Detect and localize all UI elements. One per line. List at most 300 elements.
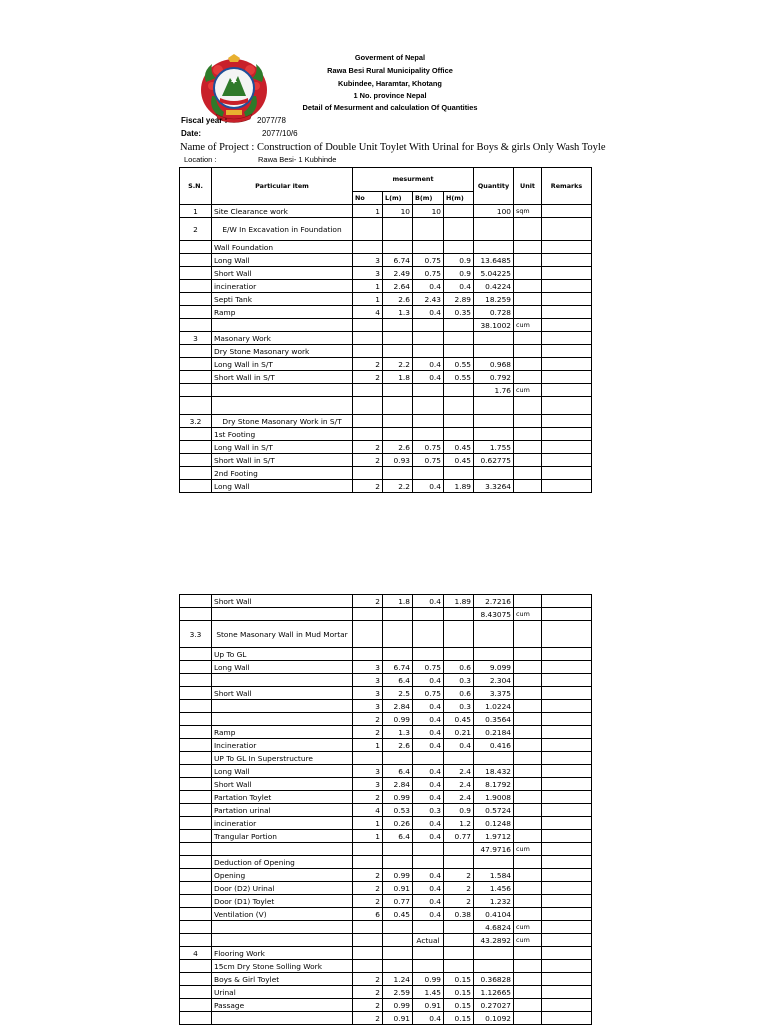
cell-sn: 3.2 [180, 415, 212, 428]
cell-quantity: 1.76 [474, 384, 514, 397]
cell-quantity: 0.27027 [474, 999, 514, 1012]
cell-breadth: 0.4 [413, 306, 444, 319]
cell-sn: 4 [180, 947, 212, 960]
table-row [180, 804, 592, 817]
cell-no: 2 [353, 882, 383, 895]
cell-height: 0.15 [444, 999, 474, 1012]
table-row [180, 830, 592, 843]
cell-length [383, 934, 413, 947]
cell-no [353, 621, 383, 648]
cell-quantity [474, 415, 514, 428]
measurement-table-page-1 [179, 167, 592, 493]
cell-length: 2.2 [383, 480, 413, 493]
cell-length: 2.84 [383, 778, 413, 791]
cell-breadth: 0.4 [413, 895, 444, 908]
cell-quantity: 8.43075 [474, 608, 514, 621]
cell-unit [514, 804, 542, 817]
cell-quantity [474, 241, 514, 254]
cell-no: 2 [353, 973, 383, 986]
cell-sn [180, 319, 212, 332]
cell-length [383, 921, 413, 934]
cell-length [383, 428, 413, 441]
cell-quantity: 2.7216 [474, 595, 514, 608]
cell-height: 2.89 [444, 293, 474, 306]
cell-particular: Long Wall [212, 480, 353, 493]
cell-remarks [542, 882, 592, 895]
cell-breadth [413, 960, 444, 973]
cell-remarks [542, 726, 592, 739]
table-row [180, 843, 592, 856]
cell-particular: Partation Toylet [212, 791, 353, 804]
cell-sn [180, 306, 212, 319]
cell-quantity: 0.4224 [474, 280, 514, 293]
cell-sn [180, 254, 212, 267]
table-row [180, 778, 592, 791]
cell-breadth: 10 [413, 205, 444, 218]
cell-particular [212, 700, 353, 713]
cell-no: 2 [353, 895, 383, 908]
cell-quantity: 0.416 [474, 739, 514, 752]
cell-height: 1.89 [444, 595, 474, 608]
cell-particular: E/W In Excavation in Foundation [212, 218, 353, 241]
cell-quantity [474, 467, 514, 480]
table-row [180, 358, 592, 371]
cell-length [383, 467, 413, 480]
cell-remarks [542, 700, 592, 713]
cell-sn [180, 467, 212, 480]
cell-remarks [542, 908, 592, 921]
cell-length: 0.26 [383, 817, 413, 830]
cell-particular [212, 934, 353, 947]
project-name-row [180, 142, 620, 153]
cell-unit [514, 467, 542, 480]
cell-remarks [542, 241, 592, 254]
header-sn: S.N. [180, 168, 212, 205]
cell-no: 2 [353, 713, 383, 726]
cell-breadth: 2.43 [413, 293, 444, 306]
cell-length [383, 218, 413, 241]
cell-unit [514, 595, 542, 608]
cell-length: 1.24 [383, 973, 413, 986]
cell-height: 2.4 [444, 778, 474, 791]
cell-particular: Incineratior [212, 739, 353, 752]
cell-particular: Door (D2) Urinal [212, 882, 353, 895]
table-row [180, 319, 592, 332]
cell-quantity: 18.432 [474, 765, 514, 778]
cell-no: 2 [353, 791, 383, 804]
cell-breadth: 0.4 [413, 739, 444, 752]
cell-length: 0.99 [383, 999, 413, 1012]
cell-particular: Passage [212, 999, 353, 1012]
cell-remarks [542, 869, 592, 882]
cell-no: 2 [353, 1012, 383, 1025]
cell-no: 2 [353, 441, 383, 454]
header-line-1: Goverment of Nepal [354, 53, 426, 62]
table-row [180, 241, 592, 254]
cell-unit [514, 687, 542, 700]
cell-length: 2.5 [383, 687, 413, 700]
table-row [180, 595, 592, 608]
cell-length: 2.6 [383, 441, 413, 454]
cell-particular: Partation urinal [212, 804, 353, 817]
cell-particular [212, 921, 353, 934]
cell-length: 0.53 [383, 804, 413, 817]
cell-unit [514, 973, 542, 986]
cell-no [353, 856, 383, 869]
cell-length [383, 621, 413, 648]
cell-unit: cum [514, 843, 542, 856]
cell-particular: Ramp [212, 306, 353, 319]
cell-quantity: 0.1248 [474, 817, 514, 830]
cell-length: 0.93 [383, 454, 413, 467]
cell-sn [180, 384, 212, 397]
cell-unit [514, 345, 542, 358]
table-row [180, 397, 592, 415]
cell-unit [514, 739, 542, 752]
cell-no: 2 [353, 358, 383, 371]
table-row [180, 454, 592, 467]
cell-sn [180, 856, 212, 869]
cell-unit [514, 908, 542, 921]
cell-particular: Site Clearance work [212, 205, 353, 218]
cell-length: 1.3 [383, 726, 413, 739]
cell-sn [180, 778, 212, 791]
cell-quantity [474, 648, 514, 661]
cell-unit [514, 621, 542, 648]
cell-breadth: 0.4 [413, 358, 444, 371]
cell-breadth: 0.4 [413, 1012, 444, 1025]
cell-unit: cum [514, 384, 542, 397]
cell-sn [180, 882, 212, 895]
cell-unit [514, 960, 542, 973]
cell-particular: Flooring Work [212, 947, 353, 960]
cell-particular: Door (D1) Toylet [212, 895, 353, 908]
cell-sn [180, 869, 212, 882]
cell-remarks [542, 921, 592, 934]
cell-no: 1 [353, 293, 383, 306]
cell-particular: Septi Tank [212, 293, 353, 306]
cell-breadth: 0.4 [413, 765, 444, 778]
cell-length: 0.77 [383, 895, 413, 908]
table-row [180, 674, 592, 687]
cell-unit [514, 765, 542, 778]
cell-length: 2.64 [383, 280, 413, 293]
table-row [180, 856, 592, 869]
cell-remarks [542, 384, 592, 397]
cell-breadth: 1.45 [413, 986, 444, 999]
cell-unit [514, 441, 542, 454]
cell-length: 1.8 [383, 371, 413, 384]
cell-height: 0.4 [444, 280, 474, 293]
cell-unit: cum [514, 608, 542, 621]
cell-no: 1 [353, 830, 383, 843]
cell-unit [514, 830, 542, 843]
cell-length: 2.59 [383, 986, 413, 999]
cell-no [353, 428, 383, 441]
cell-particular: Dry Stone Masonary work [212, 345, 353, 358]
cell-breadth [413, 467, 444, 480]
cell-remarks [542, 267, 592, 280]
cell-particular: 2nd Footing [212, 467, 353, 480]
cell-unit [514, 791, 542, 804]
cell-length [383, 332, 413, 345]
cell-sn [180, 687, 212, 700]
cell-quantity: 1.232 [474, 895, 514, 908]
cell-height: 0.15 [444, 986, 474, 999]
cell-height: 0.21 [444, 726, 474, 739]
cell-remarks [542, 293, 592, 306]
cell-remarks [542, 454, 592, 467]
cell-height: 0.35 [444, 306, 474, 319]
cell-no [353, 415, 383, 428]
cell-quantity: 0.2184 [474, 726, 514, 739]
fiscal-year-label: Fiscal year : [181, 116, 228, 125]
cell-length [383, 856, 413, 869]
cell-sn [180, 1012, 212, 1025]
cell-unit [514, 371, 542, 384]
header-remarks: Remarks [542, 168, 592, 205]
cell-unit [514, 397, 542, 415]
cell-sn [180, 608, 212, 621]
cell-height [444, 397, 474, 415]
cell-sn [180, 908, 212, 921]
cell-quantity: 13.6485 [474, 254, 514, 267]
cell-particular: Up To GL [212, 648, 353, 661]
table-row [180, 791, 592, 804]
header-line-4: 1 No. province Nepal [353, 91, 427, 100]
cell-particular: Long Wall in S/T [212, 441, 353, 454]
cell-quantity: 1.584 [474, 869, 514, 882]
cell-sn [180, 817, 212, 830]
cell-quantity: 38.1002 [474, 319, 514, 332]
cell-breadth [413, 752, 444, 765]
cell-height: 0.55 [444, 358, 474, 371]
cell-height: 0.15 [444, 1012, 474, 1025]
cell-sn [180, 371, 212, 384]
cell-sn [180, 454, 212, 467]
cell-height [444, 467, 474, 480]
cell-no: 3 [353, 765, 383, 778]
cell-no [353, 648, 383, 661]
cell-remarks [542, 804, 592, 817]
cell-breadth [413, 319, 444, 332]
cell-length: 6.4 [383, 674, 413, 687]
cell-breadth: Actual [413, 934, 444, 947]
cell-breadth [413, 218, 444, 241]
cell-particular: Short Wall [212, 595, 353, 608]
cell-breadth [413, 428, 444, 441]
cell-height [444, 415, 474, 428]
cell-sn: 2 [180, 218, 212, 241]
cell-quantity: 4.6824 [474, 921, 514, 934]
cell-height: 0.4 [444, 739, 474, 752]
cell-height: 0.38 [444, 908, 474, 921]
cell-height [444, 934, 474, 947]
cell-height: 2.4 [444, 791, 474, 804]
cell-remarks [542, 621, 592, 648]
cell-unit [514, 648, 542, 661]
table-row [180, 332, 592, 345]
cell-unit: sqm [514, 205, 542, 218]
cell-height: 0.45 [444, 454, 474, 467]
cell-particular: Trangular Portion [212, 830, 353, 843]
cell-breadth: 0.4 [413, 674, 444, 687]
cell-unit [514, 428, 542, 441]
cell-particular: Ramp [212, 726, 353, 739]
cell-breadth: 0.4 [413, 726, 444, 739]
table-row [180, 371, 592, 384]
cell-quantity: 0.792 [474, 371, 514, 384]
cell-breadth: 0.4 [413, 817, 444, 830]
cell-no: 2 [353, 371, 383, 384]
table-row [180, 739, 592, 752]
cell-height: 0.9 [444, 254, 474, 267]
cell-remarks [542, 480, 592, 493]
cell-height: 0.6 [444, 661, 474, 674]
cell-remarks [542, 713, 592, 726]
cell-height [444, 960, 474, 973]
cell-no: 3 [353, 778, 383, 791]
cell-unit [514, 293, 542, 306]
cell-quantity [474, 621, 514, 648]
cell-no: 3 [353, 687, 383, 700]
cell-particular: 15cm Dry Stone Solling Work [212, 960, 353, 973]
cell-quantity: 5.04225 [474, 267, 514, 280]
cell-length [383, 960, 413, 973]
cell-sn [180, 791, 212, 804]
cell-height [444, 843, 474, 856]
cell-breadth: 0.4 [413, 280, 444, 293]
cell-quantity: 0.62775 [474, 454, 514, 467]
cell-remarks [542, 306, 592, 319]
cell-sn [180, 986, 212, 999]
cell-sn [180, 830, 212, 843]
location-value: Rawa Besi- 1 Kubhinde [258, 155, 337, 164]
cell-breadth: 0.4 [413, 869, 444, 882]
header-no: No [353, 192, 383, 205]
cell-no: 3 [353, 674, 383, 687]
cell-height: 1.2 [444, 817, 474, 830]
cell-no [353, 947, 383, 960]
cell-sn [180, 397, 212, 415]
cell-no: 1 [353, 205, 383, 218]
cell-height: 0.45 [444, 713, 474, 726]
cell-height: 0.9 [444, 267, 474, 280]
header-quantity: Quantity [474, 168, 514, 205]
cell-particular: incineratior [212, 280, 353, 293]
cell-sn [180, 895, 212, 908]
cell-breadth [413, 415, 444, 428]
table-row [180, 908, 592, 921]
cell-sn: 1 [180, 205, 212, 218]
cell-particular: Opening [212, 869, 353, 882]
cell-sn [180, 428, 212, 441]
cell-unit [514, 661, 542, 674]
table-row [180, 306, 592, 319]
cell-sn [180, 999, 212, 1012]
cell-height [444, 856, 474, 869]
table-row [180, 205, 592, 218]
cell-remarks [542, 895, 592, 908]
cell-unit [514, 817, 542, 830]
cell-length [383, 843, 413, 856]
fiscal-year-value: 2077/78 [257, 116, 286, 125]
cell-sn [180, 726, 212, 739]
cell-particular [212, 384, 353, 397]
cell-unit [514, 895, 542, 908]
cell-height [444, 319, 474, 332]
cell-quantity: 0.4104 [474, 908, 514, 921]
cell-length: 0.99 [383, 869, 413, 882]
cell-unit: cum [514, 934, 542, 947]
date-value: 2077/10/6 [262, 129, 298, 138]
cell-height: 2.4 [444, 765, 474, 778]
cell-height: 1.89 [444, 480, 474, 493]
cell-sn [180, 804, 212, 817]
cell-unit [514, 752, 542, 765]
cell-remarks [542, 358, 592, 371]
cell-no: 3 [353, 661, 383, 674]
cell-length: 6.74 [383, 661, 413, 674]
cell-breadth: 0.4 [413, 371, 444, 384]
cell-quantity [474, 428, 514, 441]
header-breadth: B(m) [413, 192, 444, 205]
cell-quantity: 1.755 [474, 441, 514, 454]
cell-breadth [413, 397, 444, 415]
cell-particular: Ventilation (V) [212, 908, 353, 921]
table-row [180, 467, 592, 480]
cell-height: 0.77 [444, 830, 474, 843]
cell-quantity [474, 856, 514, 869]
cell-length: 2.84 [383, 700, 413, 713]
cell-quantity [474, 960, 514, 973]
cell-sn [180, 700, 212, 713]
cell-remarks [542, 441, 592, 454]
cell-breadth: 0.75 [413, 687, 444, 700]
cell-height [444, 752, 474, 765]
cell-height: 0.55 [444, 371, 474, 384]
cell-height [444, 648, 474, 661]
cell-unit [514, 713, 542, 726]
cell-particular [212, 674, 353, 687]
cell-length: 2.6 [383, 293, 413, 306]
cell-height [444, 947, 474, 960]
cell-unit [514, 358, 542, 371]
table-row [180, 895, 592, 908]
cell-unit [514, 674, 542, 687]
cell-unit [514, 332, 542, 345]
cell-sn [180, 921, 212, 934]
cell-particular: Stone Masonary Wall in Mud Mortar [212, 621, 353, 648]
cell-length [383, 384, 413, 397]
cell-length: 0.99 [383, 713, 413, 726]
cell-unit [514, 999, 542, 1012]
cell-height: 2 [444, 895, 474, 908]
cell-quantity: 1.0224 [474, 700, 514, 713]
cell-particular: Short Wall [212, 778, 353, 791]
cell-particular: Dry Stone Masonary Work in S/T [212, 415, 353, 428]
cell-remarks [542, 428, 592, 441]
cell-remarks [542, 280, 592, 293]
cell-quantity: 1.9712 [474, 830, 514, 843]
cell-unit: cum [514, 921, 542, 934]
cell-length: 10 [383, 205, 413, 218]
cell-quantity: 3.375 [474, 687, 514, 700]
header-line-2: Rawa Besi Rural Municipality Office [327, 66, 453, 75]
table-row [180, 428, 592, 441]
cell-unit [514, 415, 542, 428]
cell-sn [180, 441, 212, 454]
